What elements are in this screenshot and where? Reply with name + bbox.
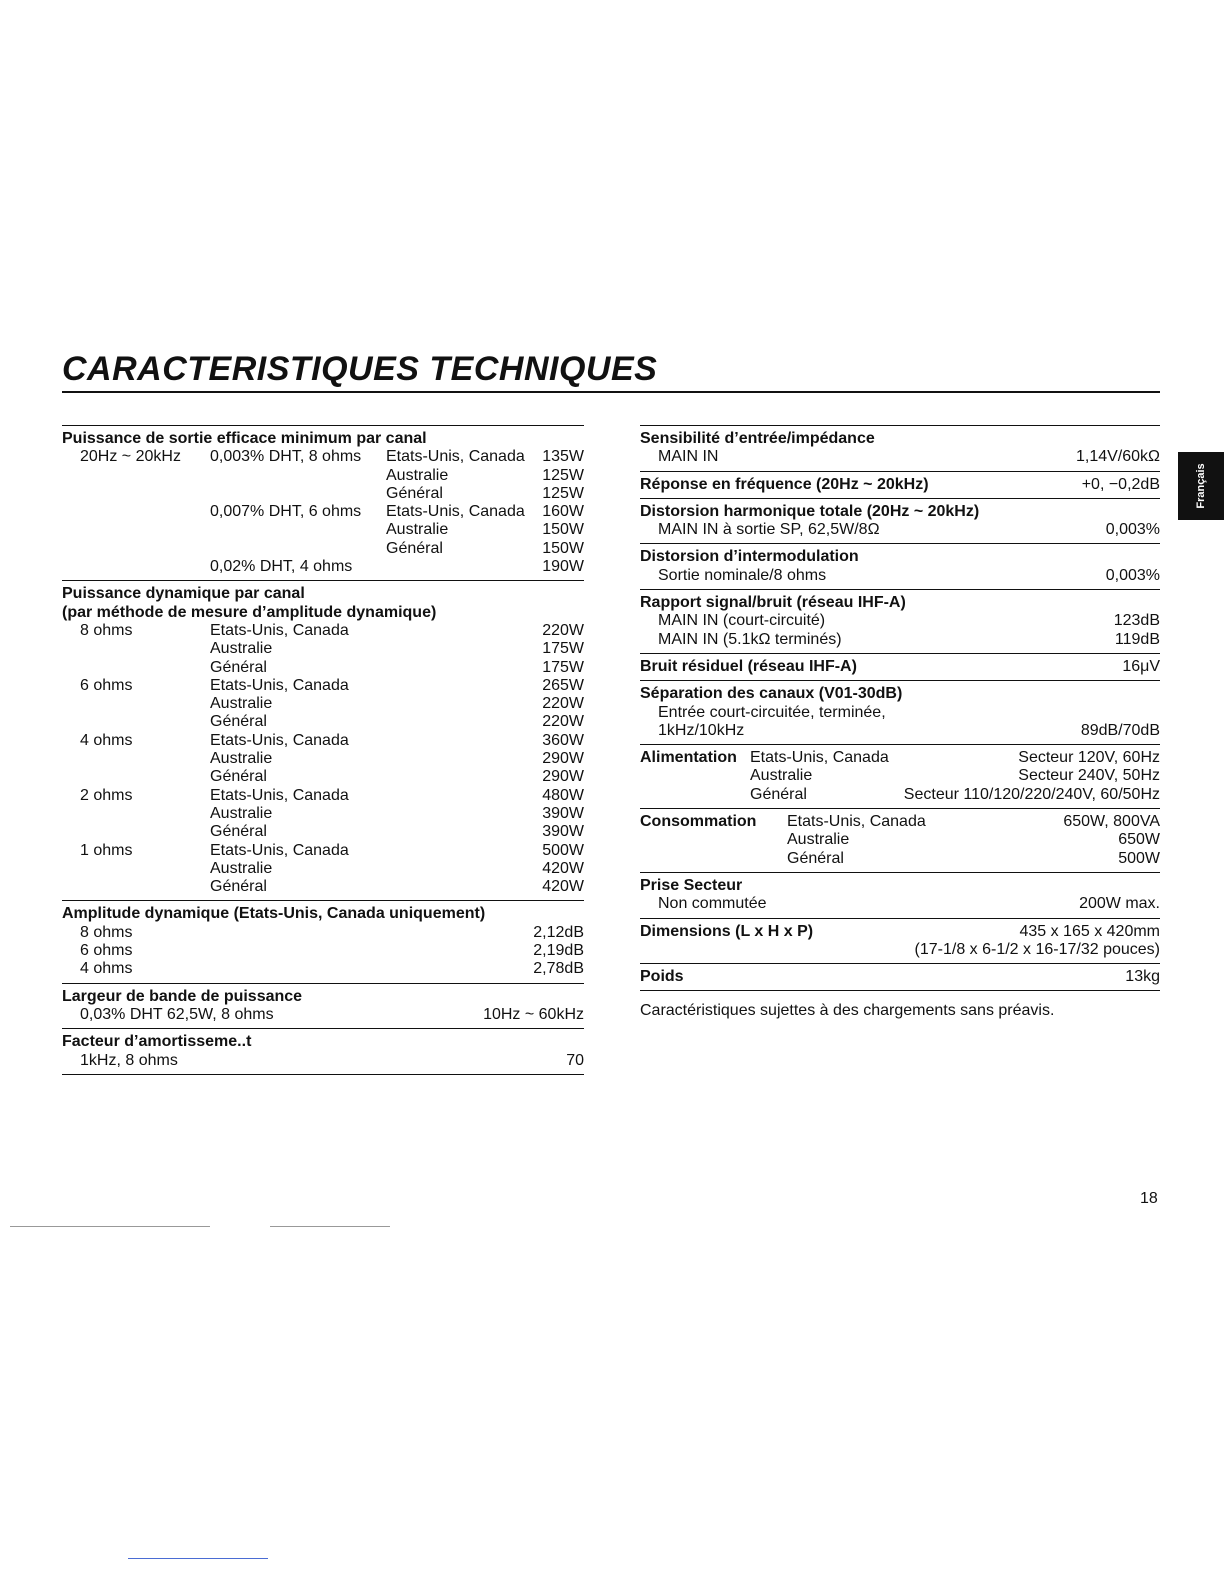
dynamic-headroom-section — [62, 900, 584, 982]
spec-row — [62, 622, 584, 640]
spec-value: 123dB — [1113, 612, 1160, 630]
spec-label: MAIN IN — [658, 448, 719, 466]
spec-value: 220W — [542, 713, 584, 731]
spec-row — [62, 768, 584, 786]
spec-region: Etats-Unis, Canada — [210, 621, 349, 639]
spec-dht — [210, 467, 386, 485]
power-supply-section — [640, 744, 1160, 808]
spec-dht — [210, 521, 386, 539]
spec-row — [640, 631, 1160, 649]
spec-value: 290W — [542, 768, 584, 786]
spec-region: Général — [386, 484, 443, 502]
spec-row — [62, 521, 584, 539]
frequency-response-section — [640, 471, 1160, 498]
spec-label: Non commutée — [658, 895, 767, 913]
spec-row — [640, 658, 1160, 676]
spec-value: 70 — [566, 1051, 584, 1069]
spec-region: Etats-Unis, Canada — [210, 731, 349, 749]
spec-value: 175W — [542, 640, 584, 658]
section-heading: Rapport signal/bruit (réseau IHF-A) — [640, 594, 906, 612]
section-heading: Distorsion harmonique totale (20Hz ~ 20kHz) — [640, 502, 980, 520]
spec-value: (17-1/8 x 6-1/2 x 16-17/32 pouces) — [914, 940, 1160, 958]
spec-region: Etats-Unis, Canada — [787, 813, 926, 831]
spec-row — [62, 942, 584, 960]
spec-row — [62, 695, 584, 713]
power-bandwidth-section — [62, 983, 584, 1029]
spec-row — [62, 503, 584, 521]
title-rule — [62, 391, 1160, 393]
snr-section — [640, 589, 1160, 653]
spec-impedance — [80, 805, 210, 823]
spec-region: Australie — [210, 640, 273, 658]
spec-row — [62, 677, 584, 695]
left-column — [62, 425, 584, 1075]
spec-value: 10Hz ~ 60kHz — [483, 1005, 584, 1023]
spec-row — [640, 612, 1160, 630]
spec-row — [640, 813, 1160, 831]
spec-value: 500W — [542, 841, 584, 859]
spec-impedance: 1 ohms — [80, 841, 133, 859]
spec-dht: 0,003% DHT, 8 ohms — [210, 448, 362, 466]
spec-value: 200W max. — [1079, 895, 1160, 913]
spec-row — [62, 960, 584, 978]
spec-row — [62, 805, 584, 823]
spec-value: 435 x 165 x 420mm — [1019, 922, 1160, 940]
spec-row — [640, 448, 1160, 466]
spec-row — [640, 767, 1160, 785]
spec-row — [640, 968, 1160, 986]
spec-region: Etats-Unis, Canada — [210, 676, 349, 694]
section-heading: Réponse en fréquence (20Hz ~ 20kHz) — [640, 475, 929, 493]
spec-row — [640, 923, 1160, 941]
spec-value: 2,19dB — [533, 942, 584, 960]
spec-value: 390W — [542, 823, 584, 841]
spec-value: 89dB/70dB — [1080, 721, 1160, 739]
spec-row — [640, 941, 1160, 959]
spec-label: 1kHz/10kHz — [658, 721, 745, 739]
spec-label: MAIN IN (5.1kΩ terminés) — [658, 630, 842, 648]
spec-row — [62, 750, 584, 768]
spec-region: Etats-Unis, Canada — [210, 786, 349, 804]
scan-artifact-line — [10, 1226, 210, 1227]
spec-value: 290W — [542, 750, 584, 768]
section-heading: Puissance de sortie efficace minimum par canal — [62, 430, 427, 447]
spec-impedance — [80, 695, 210, 713]
section-heading: Largeur de bande de puissance — [62, 987, 303, 1005]
spec-value: +0, −0,2dB — [1081, 475, 1160, 493]
spec-value: 150W — [542, 539, 584, 557]
spec-value: 390W — [542, 804, 584, 822]
spec-value: 265W — [542, 676, 584, 694]
spec-value: 160W — [542, 503, 584, 521]
page-number: 18 — [1140, 1190, 1158, 1207]
spec-value: 0,003% — [1105, 566, 1160, 584]
spec-row — [62, 448, 584, 466]
spec-region: Général — [210, 768, 267, 786]
spec-row — [62, 540, 584, 558]
dimensions-section — [640, 918, 1160, 964]
spec-frequency — [80, 467, 210, 485]
section-heading: Prise Secteur — [640, 876, 743, 894]
spec-frequency — [80, 503, 210, 521]
spec-value: 0,003% — [1105, 521, 1160, 539]
spec-impedance — [80, 768, 210, 786]
language-tab — [1178, 452, 1224, 520]
spec-value: 150W — [542, 521, 584, 539]
spec-value: 190W — [542, 558, 584, 576]
spec-row — [62, 823, 584, 841]
spec-row — [640, 786, 1160, 804]
weight-section — [640, 963, 1160, 991]
spec-row — [640, 831, 1160, 849]
spec-value: 1,14V/60kΩ — [1075, 448, 1160, 466]
spec-value: 480W — [542, 786, 584, 804]
spec-value: 650W — [1118, 831, 1160, 849]
section-heading: Alimentation — [640, 749, 737, 767]
spec-value: 650W, 800VA — [1063, 813, 1160, 831]
spec-region: Général — [787, 849, 844, 867]
dynamic-power-section — [62, 580, 584, 900]
spec-value: 420W — [542, 859, 584, 877]
spec-impedance: 2 ohms — [80, 786, 133, 804]
page-title: CARACTERISTIQUES TECHNIQUES — [62, 350, 658, 388]
intermodulation-section — [640, 543, 1160, 589]
spec-row — [62, 640, 584, 658]
spec-region: Australie — [787, 831, 850, 849]
spec-value: 16μV — [1122, 657, 1160, 675]
spec-region: Général — [750, 785, 807, 803]
language-tab-label: Français — [1195, 463, 1207, 509]
spec-frequency — [80, 485, 210, 503]
spec-row — [640, 850, 1160, 868]
section-heading: Amplitude dynamique (Etats-Unis, Canada uniquement) — [62, 905, 486, 923]
section-heading: Sensibilité d’entrée/impédance — [640, 430, 875, 447]
spec-row — [640, 521, 1160, 539]
section-heading: Puissance dynamique par canal — [62, 585, 305, 603]
spec-value: 420W — [542, 878, 584, 896]
spec-row — [62, 485, 584, 503]
spec-row — [62, 659, 584, 677]
spec-row — [640, 476, 1160, 494]
spec-region: Australie — [750, 767, 813, 785]
spec-value: Secteur 120V, 60Hz — [1018, 749, 1160, 767]
spec-impedance — [80, 750, 210, 768]
spec-value: 119dB — [1114, 630, 1160, 648]
spec-label: 6 ohms — [80, 942, 133, 960]
section-heading: Distorsion d’intermodulation — [640, 548, 859, 566]
spec-impedance: 6 ohms — [80, 676, 133, 694]
spec-impedance — [80, 823, 210, 841]
spec-label: 4 ohms — [80, 960, 133, 978]
spec-label: 8 ohms — [80, 923, 133, 941]
spec-region: Etats-Unis, Canada — [386, 448, 525, 466]
scan-artifact-line — [128, 1558, 268, 1559]
spec-value: 2,78dB — [533, 960, 584, 978]
spec-row — [640, 567, 1160, 585]
thd-section — [640, 498, 1160, 544]
spec-row — [62, 860, 584, 878]
spec-row — [62, 1052, 584, 1070]
spec-value: Secteur 110/120/220/240V, 60/50Hz — [903, 785, 1160, 803]
spec-dht: 0,02% DHT, 4 ohms — [210, 558, 353, 576]
spec-label: MAIN IN (court-circuité) — [658, 612, 826, 630]
spec-frequency — [80, 521, 210, 539]
spec-region: Général — [210, 878, 267, 896]
spec-row — [62, 842, 584, 860]
spec-region: Etats-Unis, Canada — [210, 841, 349, 859]
spec-frequency — [80, 540, 210, 558]
spec-impedance — [80, 659, 210, 677]
channel-separation-section — [640, 680, 1160, 744]
dynamic-power-rows — [62, 622, 584, 896]
spec-impedance — [80, 860, 210, 878]
spec-region: Australie — [386, 466, 449, 484]
spec-frequency: 20Hz ~ 20kHz — [80, 448, 181, 466]
output-power-section — [62, 425, 584, 580]
spec-label: MAIN IN à sortie SP, 62,5W/8Ω — [658, 521, 880, 539]
spec-value: 125W — [542, 466, 584, 484]
section-heading: Dimensions (L x H x P) — [640, 922, 814, 940]
spec-value: 220W — [542, 695, 584, 713]
spec-row — [640, 704, 1160, 722]
spec-impedance: 4 ohms — [80, 731, 133, 749]
spec-region: Australie — [210, 859, 273, 877]
damping-factor-section — [62, 1028, 584, 1075]
spec-row — [640, 722, 1160, 740]
spec-region: Australie — [210, 695, 273, 713]
spec-value: 360W — [542, 731, 584, 749]
spec-region: Australie — [386, 521, 449, 539]
spec-dht: 0,007% DHT, 6 ohms — [210, 503, 362, 521]
spec-row — [62, 713, 584, 731]
spec-impedance — [80, 640, 210, 658]
spec-region: Général — [386, 539, 443, 557]
spec-value: 220W — [542, 621, 584, 639]
input-sensitivity-section — [640, 425, 1160, 471]
spec-value: Secteur 240V, 50Hz — [1018, 767, 1160, 785]
spec-row — [62, 467, 584, 485]
spec-dht — [210, 485, 386, 503]
scan-artifact-line — [270, 1226, 390, 1227]
ac-outlet-section — [640, 872, 1160, 918]
section-heading: Poids — [640, 968, 684, 986]
spec-impedance — [80, 713, 210, 731]
spec-value: 125W — [542, 484, 584, 502]
spec-label: Sortie nominale/8 ohms — [658, 566, 827, 584]
spec-region: Général — [210, 713, 267, 731]
spec-row — [62, 732, 584, 750]
spec-region: Etats-Unis, Canada — [750, 749, 889, 767]
spec-value: 500W — [1118, 849, 1160, 867]
spec-value: 2,12dB — [533, 923, 584, 941]
section-heading: Séparation des canaux (V01-30dB) — [640, 685, 903, 703]
spec-value: 175W — [542, 658, 584, 676]
section-heading: Facteur d’amortisseme..t — [62, 1033, 252, 1051]
spec-dht — [210, 540, 386, 558]
right-column — [640, 425, 1160, 991]
residual-noise-section — [640, 653, 1160, 680]
spec-value: 135W — [542, 448, 584, 466]
spec-row — [640, 749, 1160, 767]
spec-region: Général — [210, 823, 267, 841]
spec-region: Général — [210, 658, 267, 676]
spec-row — [62, 558, 584, 576]
section-subheading: (par méthode de mesure d’amplitude dynamique) — [62, 603, 437, 621]
output-power-rows — [62, 448, 584, 576]
spec-frequency — [80, 558, 210, 576]
spec-region: Australie — [210, 804, 273, 822]
spec-row — [62, 924, 584, 942]
section-heading: Consommation — [640, 813, 757, 831]
spec-impedance: 8 ohms — [80, 621, 133, 639]
spec-row — [62, 787, 584, 805]
spec-region — [386, 558, 542, 576]
spec-label: 1kHz, 8 ohms — [80, 1051, 178, 1069]
consumption-section — [640, 808, 1160, 872]
spec-row — [62, 878, 584, 896]
spec-region: Australie — [210, 750, 273, 768]
section-heading: Bruit résiduel (réseau IHF-A) — [640, 657, 857, 675]
spec-value: 13kg — [1125, 968, 1160, 986]
spec-label: Entrée court-circuitée, terminée, — [658, 703, 886, 721]
footnote: Caractéristiques sujettes à des chargements sans préavis. — [640, 1002, 1055, 1019]
spec-row — [62, 1006, 584, 1024]
spec-region: Etats-Unis, Canada — [386, 503, 525, 521]
spec-impedance — [80, 878, 210, 896]
spec-label: 0,03% DHT 62,5W, 8 ohms — [80, 1005, 274, 1023]
spec-row — [640, 895, 1160, 913]
